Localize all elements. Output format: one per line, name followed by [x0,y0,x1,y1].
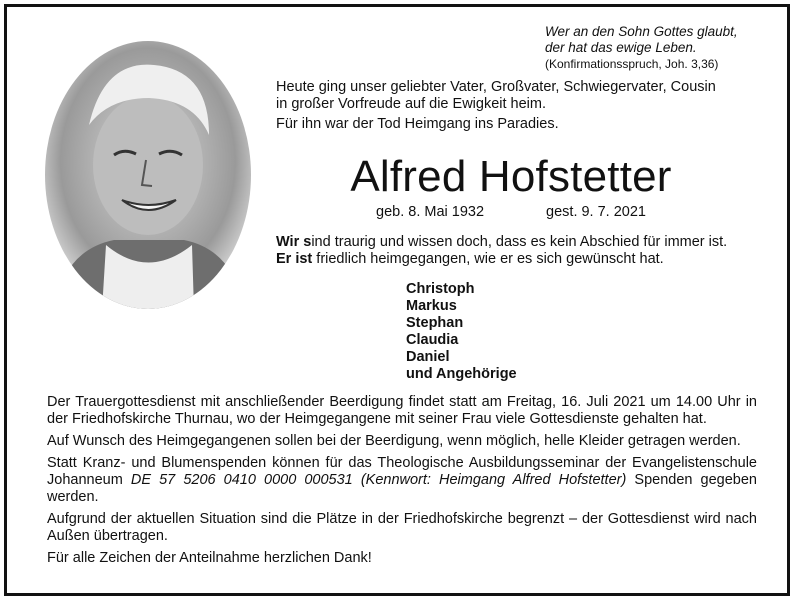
family-member: und Angehörige [406,366,517,382]
quote-line-2-bold: Er ist [276,251,313,267]
mourning-quote [276,234,776,268]
seating-paragraph: Aufgrund der aktuellen Situation sind die Plätze in der Friedhofskirche begrenzt – der Gottesdienst wird nach Außen übertragen. [47,511,757,544]
intro-line-3: Für ihn war der Tod Heimgang ins Paradies. [276,116,559,132]
funeral-service-paragraph: Der Trauergottesdienst mit anschließender Beerdigung findet statt am Freitag, 16. Juli 2021 um 14.00 Uhr in der Friedhofskirche Thurnau, wo der Heimgegangene mit seiner Frau viele Gottesdienste gehalten hat. [47,394,757,427]
quote-line-1-bold: Wir s [276,234,312,250]
quote-line-1: ind traurig und wissen doch, dass es kein Abschied für immer ist. [311,234,728,250]
family-member: Markus [406,298,457,314]
family-member: Claudia [406,332,459,348]
verse-source: (Konfirmationsspruch, Joh. 3,36) [545,57,719,71]
intro-text [276,79,776,133]
service-details [47,394,757,572]
verse-line-1: Wer an den Sohn Gottes glaubt, [545,24,738,39]
family-member: Christoph [406,281,475,297]
thanks-paragraph: Für alle Zeichen der Anteilnahme herzlichen Dank! [47,550,372,566]
family-member: Daniel [406,349,450,365]
intro-line-2: in großer Vorfreude auf die Ewigkeit heim. [276,96,546,112]
confirmation-verse [545,24,760,72]
verse-line-2: der hat das ewige Leben. [545,40,697,55]
birth-date: geb. 8. Mai 1932 [376,204,485,220]
clothing-paragraph: Auf Wunsch des Heimgegangenen sollen bei der Beerdigung, wenn möglich, helle Kleider getragen werden. [47,433,741,449]
quote-line-2: friedlich heimgegangen, wie er es sich gewünscht hat. [312,251,664,267]
donation-iban: DE 57 5206 0410 0000 000531 (Kennwort: Heimgang Alfred Hofstetter) [130,472,627,488]
portrait-photo [44,40,252,310]
intro-line-1: Heute ging unser geliebter Vater, Großvater, Schwiegervater, Cousin [276,79,716,95]
donation-text-end: Spenden gegeben werden. [47,472,757,505]
family-list [406,281,517,383]
death-date: gest. 9. 7. 2021 [546,204,646,220]
donation-text-start: Statt Kranz- und Blumenspenden können für das Theologische Ausbildungsseminar der Evangelistenschule Johanneum [47,455,757,488]
life-dates [276,203,746,221]
family-member: Stephan [406,315,464,331]
deceased-name: Alfred Hofstetter [350,152,672,201]
donation-paragraph [47,455,757,506]
